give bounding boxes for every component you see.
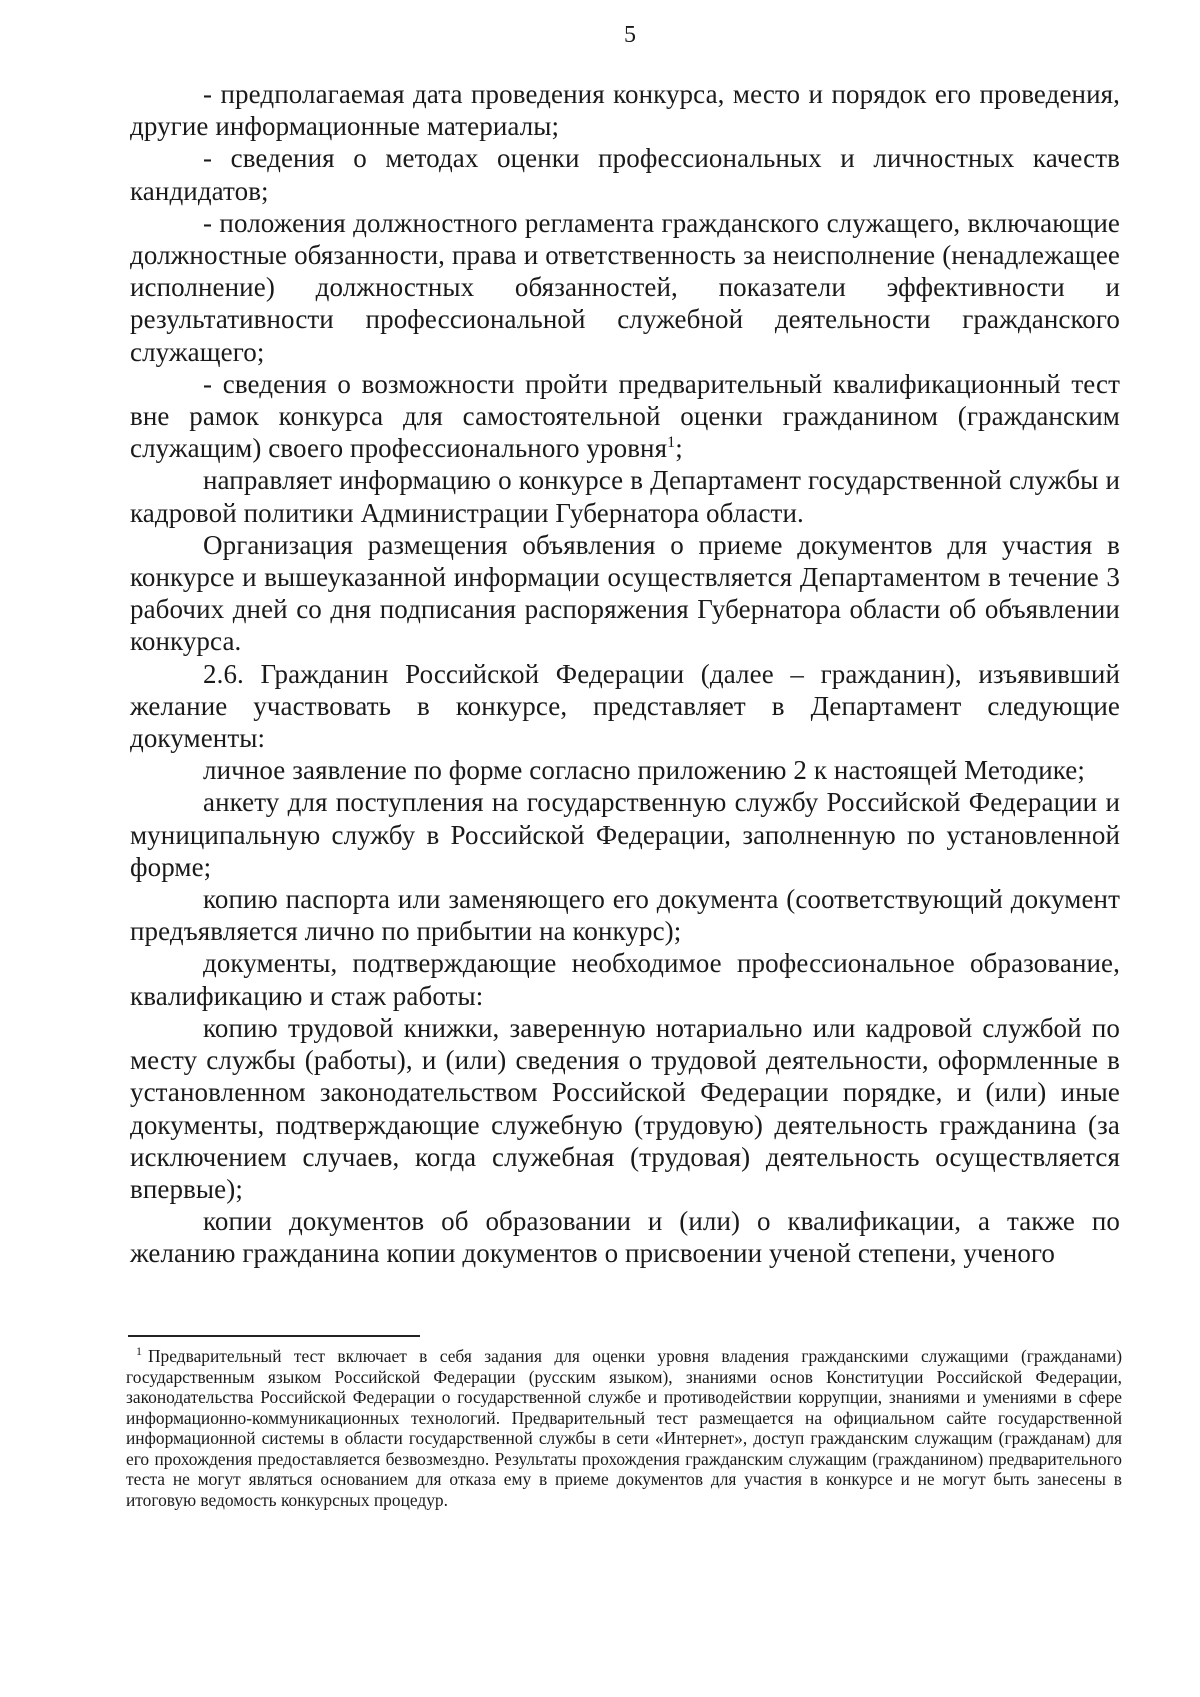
paragraph-section-2-6: 2.6. Гражданин Российской Федерации (далее – гражданин), изъявивший желание участвовать в конкурсе, представляет в Департамент следующие документы: [130,658,1120,754]
footnote-text: Предварительный тест включает в себя задания для оценки уровня владения гражданскими служащими (гражданами) государственным языком Российской Федерации (русским языком), знаниями основ Конституции Российской Федерации, законодательства Российской Федерации о государственной службе и противодействии коррупции, знаниями и умениями в сфере информационно-коммуникационных технологий. Предварительный тест размещается на официальном сайте государственной информационной системы в области государственной службы в сети «Интернет», доступ гражданским служащим (гражданам) для его прохождения предоставляется безвозмездно. Результаты прохождения гражданским служащим (гражданином) предварительного теста не могут являться основанием для отказа ему в приеме документов для участия в конкурсе и не могут быть занесены в итоговую ведомость конкурсных процедур. [126,1346,1122,1510]
body-text [130,78,1120,1270]
paragraph-preliminary-test-text: - сведения о возможности пройти предварительный квалификационный тест вне рамок конкурса для самостоятельной оценки гражданином (гражданским служащим) своего профессионального уровня [130,368,1120,464]
paragraph-education-copies: копии документов об образовании и (или) о квалификации, а также по желанию гражданина копии документов о присвоении ученой степени, ученого [130,1206,1120,1269]
paragraph-assessment-methods: - сведения о методах оценки профессиональных и личностных качеств кандидатов; [130,143,1120,206]
footnote-reference: 1 [667,434,676,452]
paragraph-announcement-placement: Организация размещения объявления о приеме документов для участия в конкурсе и вышеуказанной информации осуществляется Департаментом в течение 3 рабочих дней со дня подписания распоряжения Губернатора области об объявлении конкурса. [130,529,1120,657]
footnote-divider [128,1335,420,1337]
paragraph-education-documents: документы, подтверждающие необходимое профессиональное образование, квалификацию и стаж работы: [130,948,1120,1011]
paragraph-send-info: направляет информацию о конкурсе в Департамент государственной службы и кадровой политики Администрации Губернатора области. [130,465,1120,528]
paragraph-contest-date: - предполагаемая дата проведения конкурса, место и порядок его проведения, другие информационные материалы; [130,79,1120,142]
footnote [126,1346,1122,1510]
paragraph-questionnaire: анкету для поступления на государственную службу Российской Федерации и муниципальную службу в Российской Федерации, заполненную по установленной форме; [130,787,1120,882]
paragraph-preliminary-test [130,368,1120,465]
paragraph-personal-application: личное заявление по форме согласно приложению 2 к настоящей Методике; [203,755,1085,786]
paragraph-job-regulations: - положения должностного регламента гражданского служащего, включающие должностные обязанности, права и ответственность за неисполнение (ненадлежащее исполнение) должностных обязанностей, показатели эффективности и результативности профессиональной служебной деятельности гражданского служащего; [130,207,1120,367]
footnote-marker: 1 [136,1344,142,1359]
paragraph-work-record: копию трудовой книжки, заверенную нотариально или кадровой службой по месту службы (работы), и (или) сведения о трудовой деятельности, оформленные в установленном законодательством Российской Федерации порядке, и (или) иные документы, подтверждающие служебную (трудовую) деятельность гражданина (за исключением случаев, когда служебная (трудовая) деятельность осуществляется впервые); [130,1012,1120,1204]
paragraph-passport-copy: копию паспорта или заменяющего его документа (соответствующий документ предъявляется лично по прибытии на конкурс); [130,884,1120,947]
footnote-reference-tail: ; [675,433,683,464]
page-number: 5 [624,22,636,48]
